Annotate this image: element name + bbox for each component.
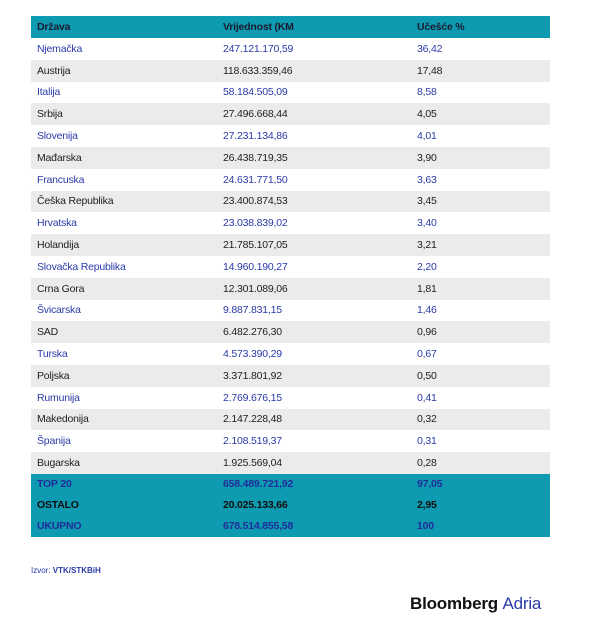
cell-country: Slovačka Republika xyxy=(37,260,126,273)
cell-share: 1,81 xyxy=(417,282,437,295)
summary-share: 2,95 xyxy=(417,499,437,512)
cell-share: 3,45 xyxy=(417,195,437,208)
cell-share: 0,41 xyxy=(417,391,437,404)
table-row xyxy=(31,387,550,409)
cell-country: Španija xyxy=(37,435,71,448)
cell-country: Švicarska xyxy=(37,304,81,317)
table-row xyxy=(31,191,550,213)
cell-share: 3,21 xyxy=(417,239,437,252)
table-row xyxy=(31,125,550,147)
cell-value: 26.438.719,35 xyxy=(223,151,288,164)
cell-country: Srbija xyxy=(37,108,63,121)
table-row xyxy=(31,169,550,191)
table-row xyxy=(31,60,550,82)
cell-country: Slovenija xyxy=(37,130,78,143)
cell-country: Holandija xyxy=(37,239,79,252)
data-table xyxy=(31,16,550,537)
cell-share: 3,90 xyxy=(417,151,437,164)
summary-row xyxy=(31,516,550,537)
cell-value: 23.038.839,02 xyxy=(223,217,288,230)
cell-value: 27.231.134,86 xyxy=(223,130,288,143)
table-row xyxy=(31,452,550,474)
summary-share: 100 xyxy=(417,520,434,533)
cell-value: 2.108.519,37 xyxy=(223,435,282,448)
cell-value: 2.147.228,48 xyxy=(223,413,282,426)
cell-country: Mađarska xyxy=(37,151,82,164)
summary-share: 97,05 xyxy=(417,478,443,491)
table-row xyxy=(31,321,550,343)
cell-value: 6.482.276,30 xyxy=(223,326,282,339)
cell-country: Poljska xyxy=(37,369,70,382)
table-row xyxy=(31,38,550,60)
table-row xyxy=(31,147,550,169)
summary-value: 678.514.855,58 xyxy=(223,520,294,533)
table-row xyxy=(31,212,550,234)
cell-share: 17,48 xyxy=(417,64,443,77)
summary-label: UKUPNO xyxy=(37,520,82,533)
cell-share: 0,67 xyxy=(417,348,437,361)
cell-value: 24.631.771,50 xyxy=(223,173,288,186)
cell-country: Češka Republika xyxy=(37,195,114,208)
table-row xyxy=(31,409,550,431)
source-value: VTK/STKBiH xyxy=(52,566,101,575)
cell-country: Makedonija xyxy=(37,413,89,426)
cell-value: 21.785.107,05 xyxy=(223,239,288,252)
cell-share: 8,58 xyxy=(417,86,437,99)
cell-value: 14.960.190,27 xyxy=(223,260,288,273)
cell-value: 2.769.676,15 xyxy=(223,391,282,404)
summary-label: OSTALO xyxy=(37,499,79,512)
cell-value: 23.400.874,53 xyxy=(223,195,288,208)
summary-row xyxy=(31,495,550,516)
cell-country: Njemačka xyxy=(37,42,83,55)
cell-value: 27.496.668,44 xyxy=(223,108,288,121)
cell-value: 1.925.569,04 xyxy=(223,457,282,470)
header-share: Učešće % xyxy=(417,21,465,33)
source-note xyxy=(31,566,101,575)
cell-share: 3,63 xyxy=(417,173,437,186)
table-summary xyxy=(31,474,550,537)
header-country: Država xyxy=(37,21,71,33)
cell-country: Italija xyxy=(37,86,61,99)
table-row xyxy=(31,365,550,387)
cell-share: 4,01 xyxy=(417,130,437,143)
cell-country: Turska xyxy=(37,348,68,361)
cell-country: Austrija xyxy=(37,64,71,77)
summary-value: 658.489.721,92 xyxy=(223,478,294,491)
cell-share: 0,96 xyxy=(417,326,437,339)
table-row xyxy=(31,278,550,300)
cell-value: 247.121.170,59 xyxy=(223,42,294,55)
cell-country: Francuska xyxy=(37,173,85,186)
cell-share: 0,31 xyxy=(417,435,437,448)
cell-country: Bugarska xyxy=(37,457,80,470)
table-body xyxy=(31,38,550,474)
cell-country: Rumunija xyxy=(37,391,80,404)
cell-share: 1,46 xyxy=(417,304,437,317)
cell-value: 4.573.390,29 xyxy=(223,348,282,361)
table-row xyxy=(31,82,550,104)
summary-value: 20.025.133,66 xyxy=(223,499,288,512)
cell-share: 4,05 xyxy=(417,108,437,121)
table-row xyxy=(31,256,550,278)
cell-country: SAD xyxy=(37,326,58,339)
cell-share: 0,32 xyxy=(417,413,437,426)
cell-share: 0,50 xyxy=(417,369,437,382)
source-prefix: Izvor: xyxy=(31,566,53,575)
logo-word2: Adria xyxy=(502,594,542,613)
table-row xyxy=(31,300,550,322)
cell-share: 36,42 xyxy=(417,42,443,55)
cell-value: 9.887.831,15 xyxy=(223,304,282,317)
cell-value: 118.633.359,46 xyxy=(223,64,293,77)
table-row xyxy=(31,234,550,256)
summary-label: TOP 20 xyxy=(37,478,72,491)
logo-word1: Bloomberg xyxy=(410,594,498,613)
cell-value: 3.371.801,92 xyxy=(223,369,282,382)
cell-value: 12.301.089,06 xyxy=(223,282,288,295)
cell-share: 3,40 xyxy=(417,217,437,230)
header-value: Vrijednost (KM xyxy=(223,21,294,33)
summary-row xyxy=(31,474,550,495)
cell-country: Crna Gora xyxy=(37,282,85,295)
table-row xyxy=(31,103,550,125)
table-row xyxy=(31,343,550,365)
table-header xyxy=(31,16,550,38)
cell-country: Hrvatska xyxy=(37,217,77,230)
cell-share: 0,28 xyxy=(417,457,437,470)
table-row xyxy=(31,430,550,452)
bloomberg-adria-logo xyxy=(410,594,541,614)
cell-share: 2,20 xyxy=(417,260,437,273)
cell-value: 58.184.505,09 xyxy=(223,86,288,99)
